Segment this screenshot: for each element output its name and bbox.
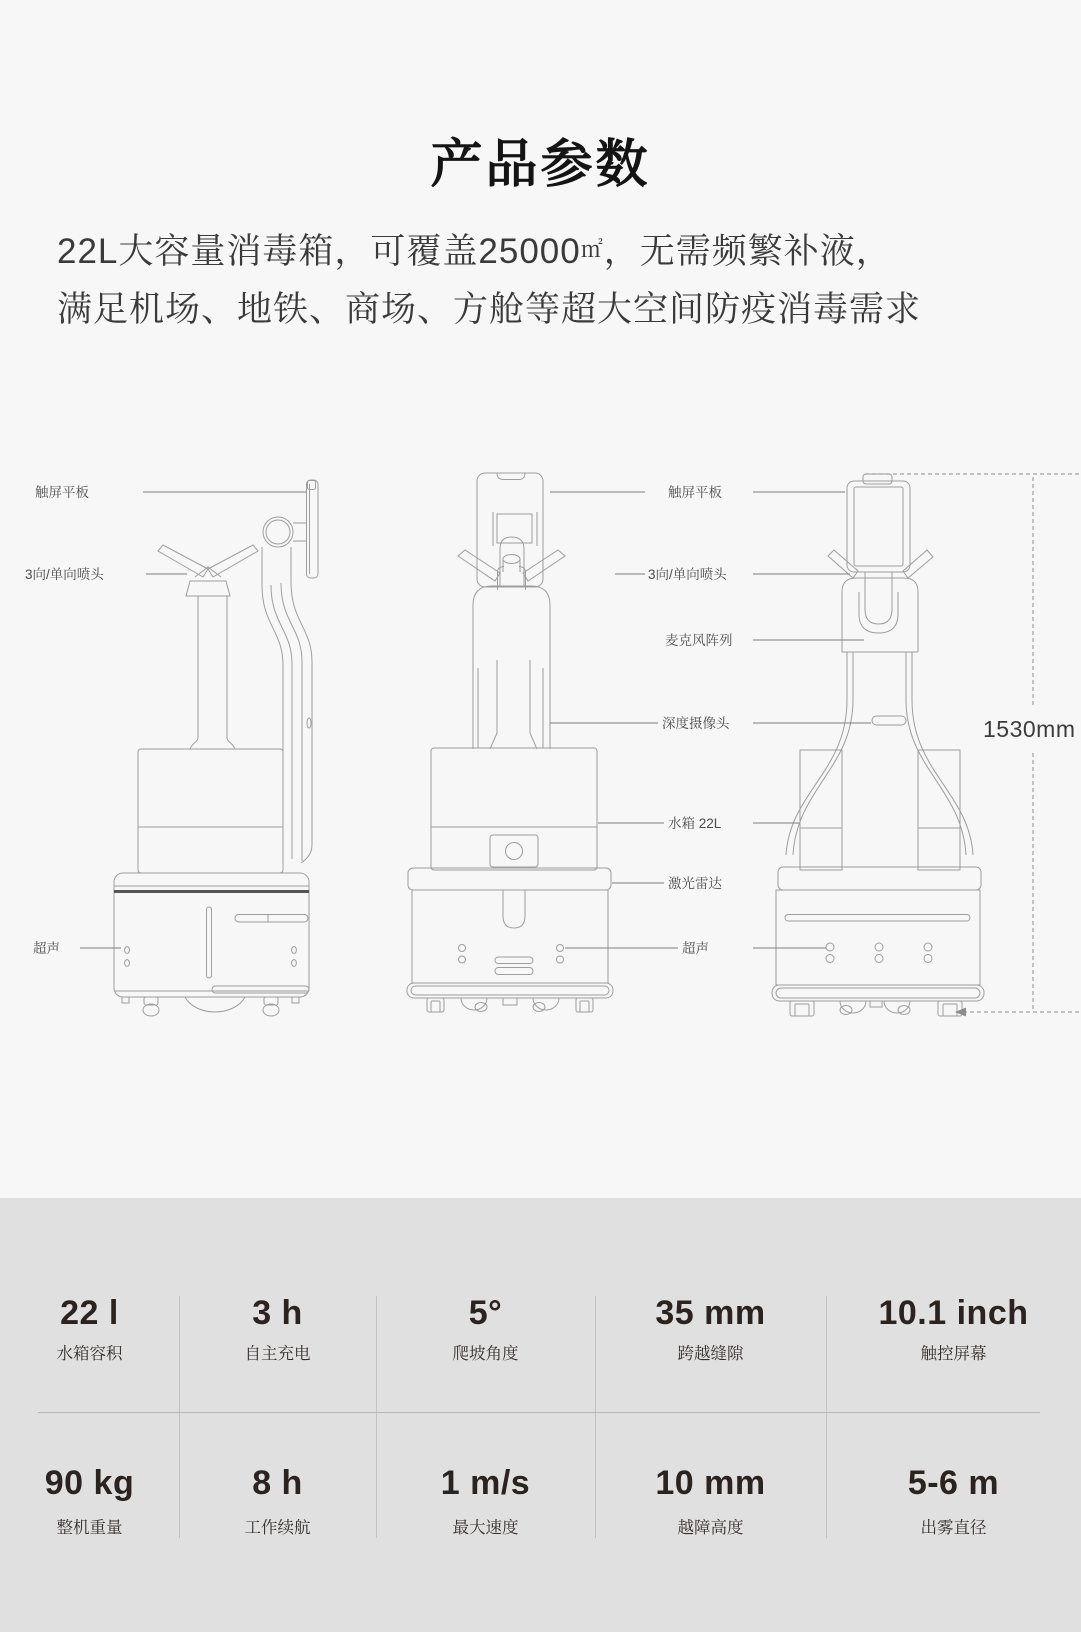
spec-value: 5-6 m: [907, 1464, 1000, 1502]
spec-value: 3 h: [252, 1294, 303, 1332]
grid-divider-horizontal: [38, 1412, 1040, 1413]
height-dimension-value: 1530mm: [983, 716, 1076, 742]
grid-divider: [376, 1296, 377, 1412]
intro-line-2: 满足机场、地铁、商场、方舱等超大空间防疫消毒需求: [57, 290, 922, 329]
label-tablet-mid: 触屏平板: [668, 485, 722, 500]
spec-value: 5°: [468, 1294, 503, 1332]
spec-label: 最大速度: [452, 1519, 519, 1537]
label-water-tank: 水箱 22L: [668, 816, 722, 831]
grid-divider: [179, 1413, 180, 1538]
spec-value: 35 mm: [655, 1294, 766, 1332]
spec-value: 22 l: [60, 1294, 119, 1332]
spec-mist-diameter: [826, 1464, 1081, 1537]
square-meter-unit: ㎡: [580, 237, 604, 262]
label-ultrasonic-left: 超声: [33, 941, 60, 956]
spec-label: 水箱容积: [56, 1345, 123, 1363]
label-tablet-left: 触屏平板: [35, 485, 89, 500]
spec-max-speed: [376, 1464, 595, 1537]
spec-touch-screen: [826, 1294, 1081, 1363]
spec-label: 工作续航: [244, 1519, 311, 1537]
label-nozzle-mid: 3向/单向喷头: [648, 567, 727, 582]
spec-value: 10 mm: [655, 1464, 766, 1502]
spec-label: 自主充电: [244, 1345, 311, 1363]
spec-work-endurance: [179, 1464, 376, 1537]
callout-leader-lines: [80, 492, 871, 948]
grid-divider: [826, 1413, 827, 1538]
spec-value: 1 m/s: [440, 1464, 531, 1502]
label-microphone-array: 麦克风阵列: [665, 633, 733, 648]
intro-text: [57, 221, 1047, 339]
spec-label: 触控屏幕: [920, 1345, 987, 1363]
grid-divider: [826, 1296, 827, 1412]
spec-label: 跨越缝隙: [677, 1345, 744, 1363]
label-ultrasonic-mid: 超声: [682, 941, 709, 956]
grid-divider: [595, 1296, 596, 1412]
label-nozzle-left: 3向/单向喷头: [25, 567, 104, 582]
spec-climb-angle: [376, 1294, 595, 1363]
robot-side-view: [114, 480, 318, 1016]
spec-value: 10.1 inch: [878, 1294, 1029, 1332]
label-depth-camera: 深度摄像头: [662, 716, 730, 731]
robot-technical-drawing: [0, 430, 1081, 1030]
grid-divider: [179, 1296, 180, 1412]
spec-value: 90 kg: [44, 1464, 135, 1502]
spec-gap-crossing: [595, 1294, 826, 1363]
robot-front-view: [772, 474, 984, 1016]
spec-section-background: [0, 1198, 1081, 1632]
height-dimension-lines: [865, 474, 1081, 1012]
robot-rear-view: [407, 473, 613, 1012]
spec-total-weight: [0, 1464, 179, 1537]
spec-label: 越障高度: [677, 1519, 744, 1537]
spec-auto-charge: [179, 1294, 376, 1363]
intro-line-1: 22L大容量消毒箱，可覆盖25000㎡，无需频繁补液，: [57, 232, 892, 271]
grid-divider: [376, 1413, 377, 1538]
spec-tank-capacity: [0, 1294, 179, 1363]
spec-obstacle-height: [595, 1464, 826, 1537]
label-lidar: 激光雷达: [668, 876, 722, 891]
spec-label: 整机重量: [56, 1519, 123, 1537]
spec-label: 出雾直径: [920, 1519, 987, 1537]
spec-label: 爬坡角度: [452, 1345, 519, 1363]
grid-divider: [595, 1413, 596, 1538]
spec-value: 8 h: [252, 1464, 303, 1502]
page-title: 产品参数: [430, 136, 651, 194]
